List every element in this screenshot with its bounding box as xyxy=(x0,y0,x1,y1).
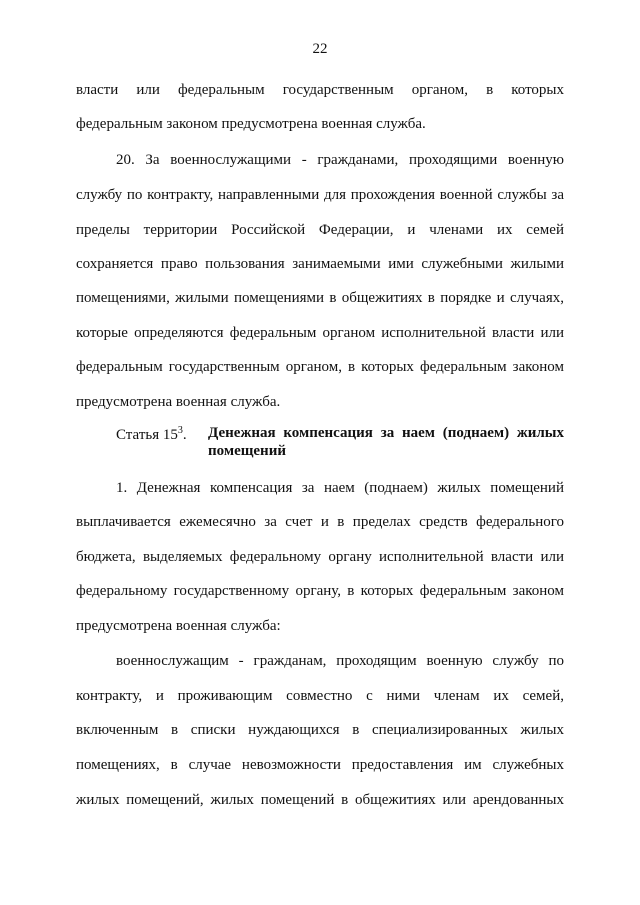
text-line: 20. За военнослужащими - гражданами, проходящими военную xyxy=(116,152,564,168)
text-line: включенным в списки нуждающихся в специализированных жилых xyxy=(76,722,564,738)
text-line: которые определяются федеральным органом исполнительной власти или xyxy=(76,325,564,341)
article-title-line: Денежная компенсация за наем (поднаем) жилых xyxy=(208,425,564,441)
text-line: пределы территории Российской Федерации, и членами их семей xyxy=(76,222,564,238)
text-line: военнослужащим - гражданам, проходящим военную службу по xyxy=(116,653,564,669)
text-line: сохраняется право пользования занимаемыми ими служебными жилыми xyxy=(76,256,564,272)
page-number: 22 xyxy=(312,41,328,57)
text-line: помещениях, в случае невозможности предоставления им служебных xyxy=(76,757,564,773)
article-superscript: 3 xyxy=(177,425,183,436)
article-title-line: помещений xyxy=(208,443,286,459)
text-line: 1. Денежная компенсация за наем (поднаем) жилых помещений xyxy=(116,480,564,496)
text-line: власти или федеральным государственным органом, в которых xyxy=(76,82,564,98)
text-line: бюджета, выделяемых федеральному органу исполнительной власти или xyxy=(76,549,564,565)
text-line: федеральному государственному органу, в которых федеральным законом xyxy=(76,583,564,599)
text-line: предусмотрена военная служба. xyxy=(76,394,281,410)
text-line: помещениями, жилыми помещениями в общежитиях в порядке и случаях, xyxy=(76,290,564,306)
text-line: жилых помещений, жилых помещений в общежитиях или арендованных xyxy=(76,792,564,808)
text-line: контракту, и проживающим совместно с ними членам их семей, xyxy=(76,688,564,704)
text-line: федеральным государственным органом, в которых федеральным законом xyxy=(76,359,564,375)
text-line: предусмотрена военная служба: xyxy=(76,618,281,634)
text-line: службу по контракту, направленными для прохождения военной службы за xyxy=(76,187,564,203)
article-title xyxy=(208,424,564,460)
text-line: выплачивается ежемесячно за счет и в пределах средств федерального xyxy=(76,514,564,530)
article-number: Статья $15^3$. xyxy=(116,425,187,443)
text-line: федеральным законом предусмотрена военная служба. xyxy=(76,116,426,132)
